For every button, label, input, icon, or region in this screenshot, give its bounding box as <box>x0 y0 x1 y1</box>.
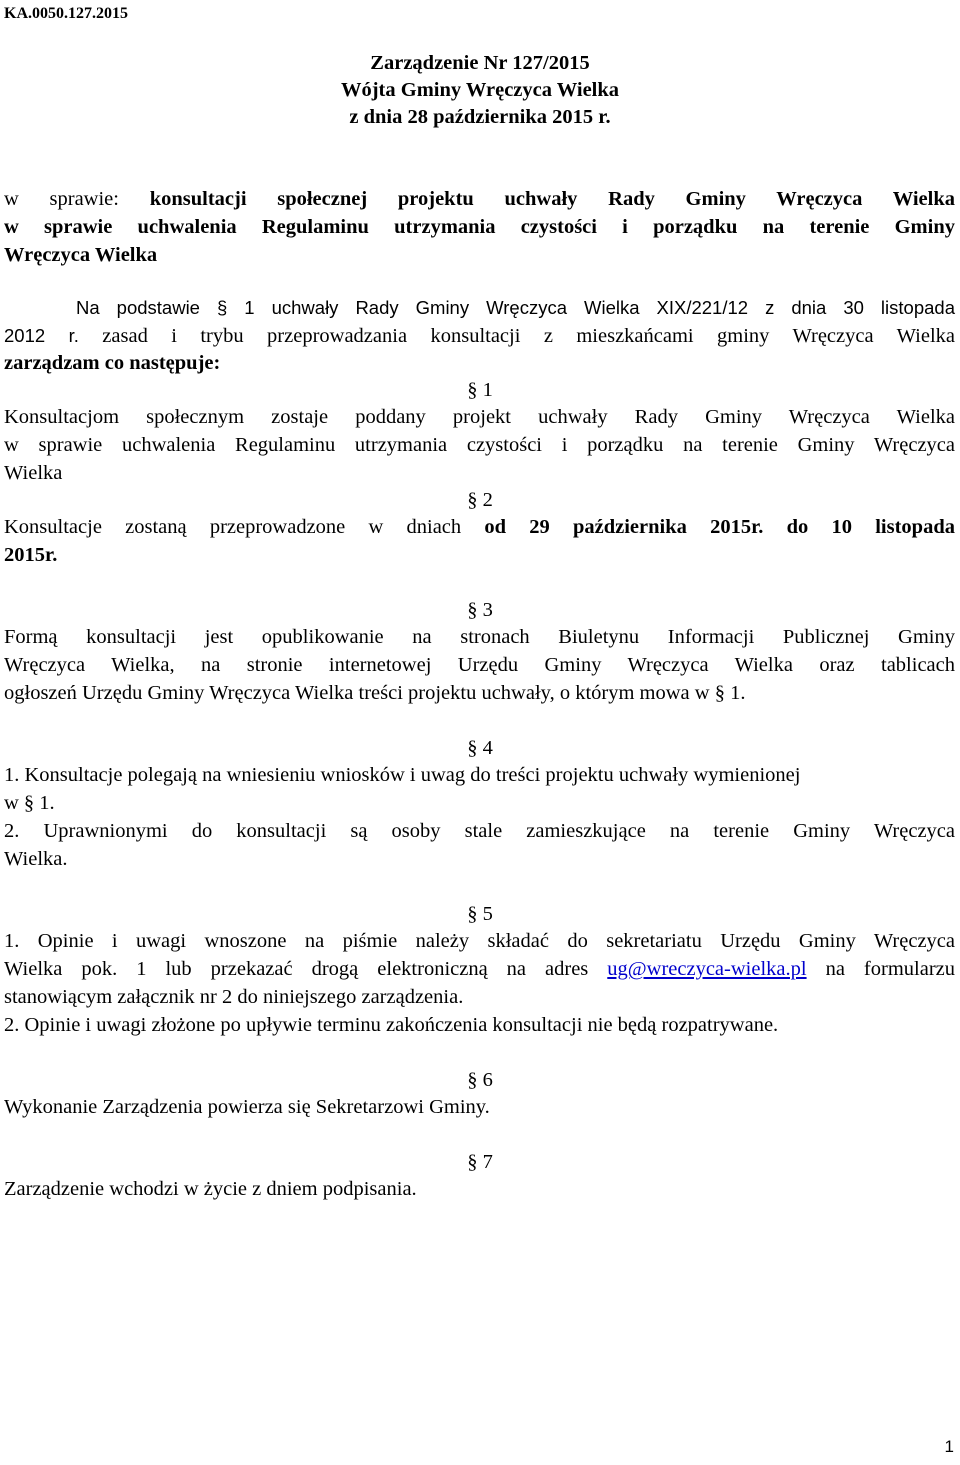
para-1-line-1: Konsultacjom społecznym zostaje poddany projekt uchwały Rady Gminy Wręczyca Wielka <box>4 406 955 428</box>
para-4-item-1-line-1: 1. Konsultacje polegają na wniesieniu wniosków i uwag do treści projektu uchwały wymienionej <box>4 764 801 786</box>
section-6-heading: § 6 <box>467 1069 493 1091</box>
para-6: Wykonanie Zarządzenia powierza się Sekretarzowi Gminy. <box>4 1096 490 1118</box>
para-5-item-1-line-2 <box>4 956 955 984</box>
subject-line-3: Wręczyca Wielka <box>4 244 158 266</box>
para-1-line-3: Wielka <box>4 462 63 484</box>
title-line-1: Zarządzenie Nr 127/2015 <box>370 52 590 74</box>
para-1-line-2: w sprawie uchwalenia Regulaminu utrzymania czystości i porządku na terenie Gminy Wręczyca <box>4 434 955 456</box>
section-5-heading: § 5 <box>467 903 493 925</box>
para-2-line-2: 2015r. <box>4 544 58 566</box>
para-5-item-1-line-1: 1. Opinie i uwagi wnoszone na piśmie należy składać do sekretariatu Urzędu Gminy Wręczyca <box>4 930 955 952</box>
title-line-3: z dnia 28 października 2015 r. <box>349 106 611 128</box>
para-5-item-1-line-3: stanowiącym załącznik nr 2 do niniejszego zarządzenia. <box>4 986 464 1008</box>
subject-line-1 <box>4 186 955 214</box>
preamble-line-2 <box>4 322 955 351</box>
para-7: Zarządzenie wchodzi w życie z dniem podpisania. <box>4 1178 417 1200</box>
subject-line-2: w sprawie uchwalenia Regulaminu utrzymania czystości i porządku na terenie Gminy <box>4 216 955 238</box>
para-3-line-1: Formą konsultacji jest opublikowanie na stronach Biuletynu Informacji Publicznej Gminy <box>4 626 955 648</box>
para-2-dates: od 29 października 2015r. do 10 listopada <box>484 516 955 538</box>
title-line-2: Wójta Gminy Wręczyca Wielka <box>340 79 620 101</box>
section-2-heading: § 2 <box>467 489 493 511</box>
preamble-line-1: Na podstawie § 1 uchwały Rady Gminy Wręczyca Wielka XIX/221/12 z dnia 30 listopada <box>76 297 955 318</box>
para-4-item-2-line-1: 2. Uprawnionymi do konsultacji są osoby stale zamieszkujące na terenie Gminy Wręczyca <box>4 820 955 842</box>
document-reference: KA.0050.127.2015 <box>4 5 128 22</box>
para-4-item-2-line-2: Wielka. <box>4 848 68 870</box>
para-2-line-1 <box>4 514 955 542</box>
preamble-year: 2012 r. <box>4 325 79 346</box>
para-5-address-text: Wielka pok. 1 lub przekazać drogą elektroniczną na adres <box>4 958 589 980</box>
section-3-heading: § 3 <box>467 599 493 621</box>
para-5-item-2: 2. Opinie i uwagi złożone po upływie terminu zakończenia konsultacji nie będą rozpatrywane. <box>4 1014 779 1036</box>
preamble-line-2-text: zasad i trybu przeprowadzania konsultacji z mieszkańcami gminy Wręczyca Wielka <box>102 325 955 347</box>
page-number: 1 <box>944 1437 954 1456</box>
section-1-heading: § 1 <box>467 379 493 401</box>
para-5-form-text: na formularzu <box>825 958 955 980</box>
section-7-heading: § 7 <box>467 1151 493 1173</box>
preamble-line-3: zarządzam co następuje: <box>4 352 221 374</box>
para-2-text: Konsultacje zostaną przeprowadzone w dniach <box>4 516 462 538</box>
email-link[interactable]: ug@wreczyca-wielka.pl <box>607 958 807 980</box>
subject-label: w sprawie: <box>4 188 119 210</box>
subject-line-1-text: konsultacji społecznej projektu uchwały Rady Gminy Wręczyca Wielka <box>149 188 955 210</box>
para-4-item-1-line-2: w § 1. <box>4 792 55 814</box>
para-3-line-2: Wręczyca Wielka, na stronie internetowej Urzędu Gminy Wręczyca Wielka oraz tablicach <box>4 654 955 676</box>
para-3-line-3: ogłoszeń Urzędu Gminy Wręczyca Wielka treści projektu uchwały, o którym mowa w § 1. <box>4 682 746 704</box>
section-4-heading: § 4 <box>467 737 493 759</box>
